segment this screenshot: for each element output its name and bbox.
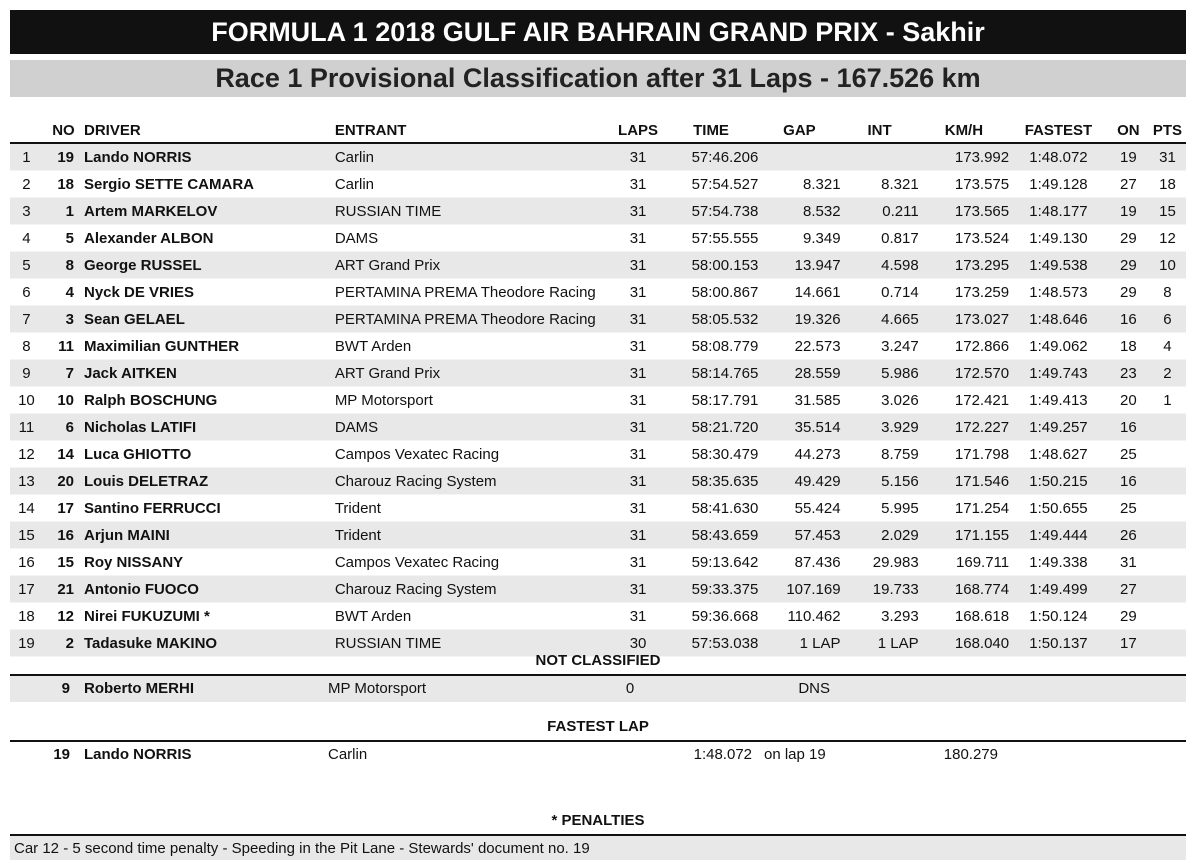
cell-laps: 31 (612, 360, 663, 387)
cell-laps: 31 (612, 468, 663, 495)
cell-on: 27 (1108, 576, 1149, 603)
cell-kmh: 171.546 (919, 468, 1009, 495)
cell-pts (1149, 468, 1186, 495)
cell-fastest: 1:50.137 (1009, 630, 1108, 657)
table-row (10, 333, 1186, 360)
cell-pos: 8 (10, 333, 43, 360)
cell-on: 16 (1108, 414, 1149, 441)
cell-gap: 44.273 (758, 441, 840, 468)
not-classified-row (10, 674, 1186, 702)
cell-fastest: 1:48.627 (1009, 441, 1108, 468)
cell-int: 3.247 (841, 333, 919, 360)
cell-laps: 31 (612, 333, 663, 360)
cell-fastest: 1:49.257 (1009, 414, 1108, 441)
fastest-lap-row (10, 740, 1186, 768)
cell-gap: 28.559 (758, 360, 840, 387)
nc-no: 9 (61, 680, 70, 697)
cell-no: 3 (43, 306, 84, 333)
cell-entrant: Carlin (335, 171, 613, 198)
fl-entrant: Carlin (328, 746, 368, 763)
cell-no: 4 (43, 279, 84, 306)
cell-driver: Nicholas LATIFI (84, 414, 335, 441)
cell-kmh: 171.798 (919, 441, 1009, 468)
cell-entrant: DAMS (335, 414, 613, 441)
classification-subtitle: Race 1 Provisional Classification after 31 Laps - 167.526 km (10, 60, 1186, 97)
cell-int: 0.211 (841, 198, 919, 225)
cell-driver: Nyck DE VRIES (84, 279, 335, 306)
cell-int: 0.714 (841, 279, 919, 306)
cell-gap: 87.436 (758, 549, 840, 576)
cell-pos: 16 (10, 549, 43, 576)
nc-entrant: MP Motorsport (328, 680, 427, 697)
cell-kmh: 169.711 (919, 549, 1009, 576)
cell-laps: 31 (612, 143, 663, 171)
col-time-header: TIME (664, 118, 759, 143)
cell-driver: Jack AITKEN (84, 360, 335, 387)
cell-int: 5.156 (841, 468, 919, 495)
cell-driver: Luca GHIOTTO (84, 441, 335, 468)
cell-pts (1149, 576, 1186, 603)
cell-time: 59:36.668 (664, 603, 759, 630)
cell-fastest: 1:49.130 (1009, 225, 1108, 252)
cell-driver: Antonio FUOCO (84, 576, 335, 603)
table-row (10, 495, 1186, 522)
cell-pts: 18 (1149, 171, 1186, 198)
fl-on-lap: on lap 19 (764, 746, 826, 763)
cell-pts: 2 (1149, 360, 1186, 387)
cell-driver: Sergio SETTE CAMARA (84, 171, 335, 198)
col-gap-header: GAP (758, 118, 840, 143)
cell-driver: Arjun MAINI (84, 522, 335, 549)
cell-fastest: 1:48.646 (1009, 306, 1108, 333)
table-row (10, 468, 1186, 495)
cell-pos: 7 (10, 306, 43, 333)
cell-pts (1149, 495, 1186, 522)
table-row (10, 603, 1186, 630)
cell-driver: Nirei FUKUZUMI * (84, 603, 335, 630)
cell-int: 4.598 (841, 252, 919, 279)
cell-int: 2.029 (841, 522, 919, 549)
cell-no: 14 (43, 441, 84, 468)
cell-entrant: BWT Arden (335, 333, 613, 360)
not-classified-title: NOT CLASSIFIED (535, 652, 661, 669)
cell-fastest: 1:49.062 (1009, 333, 1108, 360)
cell-laps: 30 (612, 630, 663, 657)
cell-int: 29.983 (841, 549, 919, 576)
cell-fastest: 1:50.215 (1009, 468, 1108, 495)
cell-pos: 5 (10, 252, 43, 279)
cell-pos: 18 (10, 603, 43, 630)
table-row (10, 171, 1186, 198)
col-int-header: INT (841, 118, 919, 143)
cell-on: 25 (1108, 441, 1149, 468)
penalties-title: * PENALTIES (551, 812, 645, 829)
cell-on: 29 (1108, 279, 1149, 306)
col-entrant-header: ENTRANT (335, 118, 613, 143)
cell-fastest: 1:49.338 (1009, 549, 1108, 576)
col-pts-header: PTS (1149, 118, 1186, 143)
cell-gap: 57.453 (758, 522, 840, 549)
cell-driver: Ralph BOSCHUNG (84, 387, 335, 414)
cell-entrant: MP Motorsport (335, 387, 613, 414)
cell-fastest: 1:50.655 (1009, 495, 1108, 522)
cell-no: 19 (43, 143, 84, 171)
cell-no: 17 (43, 495, 84, 522)
cell-time: 58:43.659 (664, 522, 759, 549)
col-no-header: NO (43, 118, 84, 143)
cell-kmh: 173.992 (919, 143, 1009, 171)
cell-kmh: 172.421 (919, 387, 1009, 414)
cell-on: 16 (1108, 306, 1149, 333)
table-row (10, 306, 1186, 333)
cell-gap: 14.661 (758, 279, 840, 306)
cell-no: 11 (43, 333, 84, 360)
cell-laps: 31 (612, 171, 663, 198)
cell-driver: Maximilian GUNTHER (84, 333, 335, 360)
cell-pos: 12 (10, 441, 43, 468)
cell-kmh: 173.565 (919, 198, 1009, 225)
cell-gap: 1 LAP (758, 630, 840, 657)
cell-int: 4.665 (841, 306, 919, 333)
cell-time: 58:14.765 (664, 360, 759, 387)
col-on-header: ON (1108, 118, 1149, 143)
cell-driver: Louis DELETRAZ (84, 468, 335, 495)
cell-entrant: Trident (335, 495, 613, 522)
cell-gap: 22.573 (758, 333, 840, 360)
cell-kmh: 168.774 (919, 576, 1009, 603)
cell-time: 58:30.479 (664, 441, 759, 468)
cell-time: 58:00.867 (664, 279, 759, 306)
cell-entrant: RUSSIAN TIME (335, 198, 613, 225)
cell-int (841, 143, 919, 171)
cell-time: 58:08.779 (664, 333, 759, 360)
table-row (10, 576, 1186, 603)
cell-kmh: 173.524 (919, 225, 1009, 252)
cell-pts: 8 (1149, 279, 1186, 306)
cell-driver: Roy NISSANY (84, 549, 335, 576)
cell-driver: Tadasuke MAKINO (84, 630, 335, 657)
cell-time: 58:35.635 (664, 468, 759, 495)
cell-int: 3.929 (841, 414, 919, 441)
cell-entrant: RUSSIAN TIME (335, 630, 613, 657)
cell-time: 57:53.038 (664, 630, 759, 657)
cell-fastest: 1:49.444 (1009, 522, 1108, 549)
cell-on: 17 (1108, 630, 1149, 657)
cell-no: 10 (43, 387, 84, 414)
nc-status: DNS (798, 680, 830, 697)
cell-int: 3.293 (841, 603, 919, 630)
nc-driver: Roberto MERHI (84, 680, 194, 697)
cell-entrant: Campos Vexatec Racing (335, 549, 613, 576)
table-row (10, 414, 1186, 441)
cell-on: 16 (1108, 468, 1149, 495)
cell-pts (1149, 414, 1186, 441)
cell-driver: Alexander ALBON (84, 225, 335, 252)
cell-entrant: Trident (335, 522, 613, 549)
cell-time: 57:54.738 (664, 198, 759, 225)
cell-int: 5.995 (841, 495, 919, 522)
cell-no: 12 (43, 603, 84, 630)
cell-driver: Artem MARKELOV (84, 198, 335, 225)
table-row (10, 360, 1186, 387)
table-row (10, 279, 1186, 306)
cell-kmh: 172.227 (919, 414, 1009, 441)
cell-gap: 13.947 (758, 252, 840, 279)
cell-on: 27 (1108, 171, 1149, 198)
cell-gap: 107.169 (758, 576, 840, 603)
cell-pts (1149, 603, 1186, 630)
cell-int: 8.759 (841, 441, 919, 468)
cell-fastest: 1:48.177 (1009, 198, 1108, 225)
table-row (10, 198, 1186, 225)
cell-laps: 31 (612, 522, 663, 549)
cell-fastest: 1:48.573 (1009, 279, 1108, 306)
cell-on: 23 (1108, 360, 1149, 387)
cell-pos: 19 (10, 630, 43, 657)
nc-laps: 0 (625, 680, 635, 697)
cell-no: 7 (43, 360, 84, 387)
cell-pos: 3 (10, 198, 43, 225)
table-row (10, 143, 1186, 171)
cell-driver: Sean GELAEL (84, 306, 335, 333)
cell-pts: 4 (1149, 333, 1186, 360)
cell-pts: 12 (1149, 225, 1186, 252)
cell-pts: 1 (1149, 387, 1186, 414)
cell-no: 15 (43, 549, 84, 576)
cell-time: 58:00.153 (664, 252, 759, 279)
cell-pos: 1 (10, 143, 43, 171)
fl-kmh: 180.279 (943, 746, 998, 763)
cell-kmh: 172.866 (919, 333, 1009, 360)
cell-int: 0.817 (841, 225, 919, 252)
cell-laps: 31 (612, 441, 663, 468)
cell-gap: 110.462 (758, 603, 840, 630)
cell-pos: 2 (10, 171, 43, 198)
cell-fastest: 1:48.072 (1009, 143, 1108, 171)
col-fastest-header: FASTEST (1009, 118, 1108, 143)
cell-on: 25 (1108, 495, 1149, 522)
cell-driver: Lando NORRIS (84, 143, 335, 171)
cell-pts: 10 (1149, 252, 1186, 279)
cell-fastest: 1:49.128 (1009, 171, 1108, 198)
cell-fastest: 1:49.743 (1009, 360, 1108, 387)
penalty-note: Car 12 - 5 second time penalty - Speeding in the Pit Lane - Stewards' document no. 19 (10, 834, 1186, 860)
cell-int: 3.026 (841, 387, 919, 414)
col-pos-header (10, 118, 43, 143)
cell-no: 20 (43, 468, 84, 495)
cell-on: 19 (1108, 143, 1149, 171)
cell-pos: 17 (10, 576, 43, 603)
cell-on: 19 (1108, 198, 1149, 225)
table-row (10, 252, 1186, 279)
cell-fastest: 1:49.538 (1009, 252, 1108, 279)
cell-laps: 31 (612, 225, 663, 252)
cell-entrant: Charouz Racing System (335, 576, 613, 603)
cell-pos: 6 (10, 279, 43, 306)
cell-gap: 49.429 (758, 468, 840, 495)
cell-pos: 11 (10, 414, 43, 441)
cell-time: 58:17.791 (664, 387, 759, 414)
cell-on: 29 (1108, 252, 1149, 279)
cell-time: 58:21.720 (664, 414, 759, 441)
cell-kmh: 168.618 (919, 603, 1009, 630)
results-body (10, 143, 1186, 657)
cell-time: 59:13.642 (664, 549, 759, 576)
cell-on: 20 (1108, 387, 1149, 414)
cell-entrant: Charouz Racing System (335, 468, 613, 495)
cell-kmh: 172.570 (919, 360, 1009, 387)
cell-kmh: 173.027 (919, 306, 1009, 333)
cell-entrant: BWT Arden (335, 603, 613, 630)
cell-laps: 31 (612, 603, 663, 630)
cell-no: 16 (43, 522, 84, 549)
cell-pts (1149, 522, 1186, 549)
table-row (10, 387, 1186, 414)
fastest-lap-title: FASTEST LAP (547, 718, 649, 735)
cell-time: 57:54.527 (664, 171, 759, 198)
cell-pts: 6 (1149, 306, 1186, 333)
cell-entrant: ART Grand Prix (335, 360, 613, 387)
col-driver-header: DRIVER (84, 118, 335, 143)
cell-pos: 10 (10, 387, 43, 414)
cell-pts: 15 (1149, 198, 1186, 225)
cell-no: 6 (43, 414, 84, 441)
cell-entrant: Campos Vexatec Racing (335, 441, 613, 468)
cell-on: 31 (1108, 549, 1149, 576)
cell-gap: 9.349 (758, 225, 840, 252)
cell-time: 57:55.555 (664, 225, 759, 252)
cell-kmh: 173.295 (919, 252, 1009, 279)
cell-gap (758, 143, 840, 171)
cell-pts: 31 (1149, 143, 1186, 171)
cell-no: 21 (43, 576, 84, 603)
col-laps-header: LAPS (612, 118, 663, 143)
cell-kmh: 168.040 (919, 630, 1009, 657)
cell-no: 2 (43, 630, 84, 657)
table-header (10, 118, 1186, 143)
cell-gap: 19.326 (758, 306, 840, 333)
cell-driver: Santino FERRUCCI (84, 495, 335, 522)
cell-gap: 8.321 (758, 171, 840, 198)
cell-on: 29 (1108, 603, 1149, 630)
cell-pos: 4 (10, 225, 43, 252)
cell-entrant: PERTAMINA PREMA Theodore Racing (335, 306, 613, 333)
table-row (10, 522, 1186, 549)
cell-int: 8.321 (841, 171, 919, 198)
cell-entrant: ART Grand Prix (335, 252, 613, 279)
cell-no: 8 (43, 252, 84, 279)
cell-on: 29 (1108, 225, 1149, 252)
cell-pos: 14 (10, 495, 43, 522)
fl-no: 19 (53, 746, 70, 763)
cell-time: 57:46.206 (664, 143, 759, 171)
cell-laps: 31 (612, 495, 663, 522)
cell-laps: 31 (612, 279, 663, 306)
cell-int: 5.986 (841, 360, 919, 387)
cell-time: 59:33.375 (664, 576, 759, 603)
table-row (10, 549, 1186, 576)
cell-no: 5 (43, 225, 84, 252)
results-table (10, 118, 1186, 657)
cell-entrant: PERTAMINA PREMA Theodore Racing (335, 279, 613, 306)
cell-pts (1149, 549, 1186, 576)
cell-kmh: 171.155 (919, 522, 1009, 549)
cell-fastest: 1:49.499 (1009, 576, 1108, 603)
table-row (10, 225, 1186, 252)
cell-laps: 31 (612, 387, 663, 414)
cell-kmh: 173.575 (919, 171, 1009, 198)
cell-gap: 8.532 (758, 198, 840, 225)
cell-fastest: 1:50.124 (1009, 603, 1108, 630)
cell-laps: 31 (612, 198, 663, 225)
cell-driver: George RUSSEL (84, 252, 335, 279)
cell-gap: 35.514 (758, 414, 840, 441)
cell-no: 1 (43, 198, 84, 225)
fl-driver: Lando NORRIS (84, 746, 192, 763)
cell-pts (1149, 441, 1186, 468)
col-kmh-header: KM/H (919, 118, 1009, 143)
cell-pos: 9 (10, 360, 43, 387)
cell-on: 26 (1108, 522, 1149, 549)
cell-entrant: Carlin (335, 143, 613, 171)
cell-entrant: DAMS (335, 225, 613, 252)
table-row (10, 441, 1186, 468)
cell-no: 18 (43, 171, 84, 198)
cell-laps: 31 (612, 549, 663, 576)
cell-on: 18 (1108, 333, 1149, 360)
cell-gap: 55.424 (758, 495, 840, 522)
cell-kmh: 171.254 (919, 495, 1009, 522)
cell-time: 58:05.532 (664, 306, 759, 333)
cell-gap: 31.585 (758, 387, 840, 414)
cell-laps: 31 (612, 414, 663, 441)
cell-kmh: 173.259 (919, 279, 1009, 306)
fl-time: 1:48.072 (693, 746, 752, 763)
cell-int: 1 LAP (841, 630, 919, 657)
cell-int: 19.733 (841, 576, 919, 603)
cell-laps: 31 (612, 306, 663, 333)
cell-pos: 13 (10, 468, 43, 495)
event-title: FORMULA 1 2018 GULF AIR BAHRAIN GRAND PRIX - Sakhir (10, 10, 1186, 54)
cell-laps: 31 (612, 576, 663, 603)
cell-laps: 31 (612, 252, 663, 279)
cell-time: 58:41.630 (664, 495, 759, 522)
cell-fastest: 1:49.413 (1009, 387, 1108, 414)
cell-pos: 15 (10, 522, 43, 549)
